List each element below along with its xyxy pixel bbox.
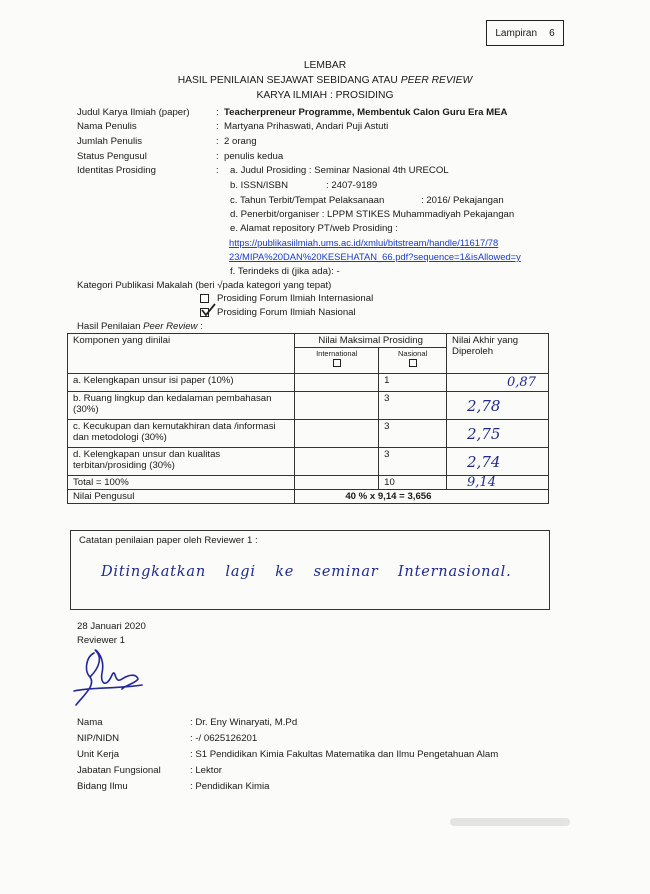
cell-total-label: Total = 100%	[68, 476, 295, 490]
lampiran-box	[486, 20, 564, 46]
table-header-komponen: Komponen yang dinilai	[68, 334, 295, 374]
catatan-label: Catatan penilaian paper oleh Reviewer 1 :	[79, 535, 258, 546]
signer-label: Jabatan Fungsional	[77, 765, 161, 776]
table-row-pengusul	[68, 490, 549, 504]
kategori-option-label: Prosiding Forum Ilmiah Nasional	[217, 307, 356, 318]
cell-komponen: a. Kelengkapan unsur isi paper (10%)	[68, 374, 295, 392]
table-row	[68, 374, 549, 392]
identitas-b-label: b. ISSN/ISBN	[230, 180, 289, 191]
checkmark-icon	[200, 303, 216, 317]
table-row-total	[68, 476, 549, 490]
cell-komponen: c. Kecukupan dan kemutakhiran data /informasi dan metodologi (30%)	[68, 420, 295, 448]
field-label-nama-penulis: Nama Penulis	[77, 121, 137, 132]
kategori-option-label: Prosiding Forum Ilmiah Internasional	[217, 293, 374, 304]
field-colon: :	[216, 121, 219, 132]
signer-value: : Lektor	[190, 765, 222, 776]
identitas-b-value: : 2407-9189	[326, 180, 378, 191]
cell-akhir: 2,78	[447, 392, 549, 420]
table-header-maks: Nilai Maksimal Prosiding	[295, 334, 447, 348]
lampiran-number: 6	[549, 27, 555, 39]
cell-internasional	[295, 392, 379, 420]
kategori-option-internasional[interactable]	[200, 293, 373, 304]
identitas-d: d. Penerbit/organiser : LPPM STIKES Muhammadiyah Pekajangan	[230, 209, 515, 220]
signer-label: NIP/NIDN	[77, 733, 120, 744]
checkbox-col-internasional[interactable]	[333, 359, 341, 367]
cell-akhir: 2,75	[447, 420, 549, 448]
identitas-c-value: : 2016/ Pekajangan	[421, 195, 504, 206]
cell-nasional: 3	[379, 392, 447, 420]
field-value-nama-penulis: Martyana Prihaswati, Andari Puji Astuti	[224, 121, 389, 132]
field-label-identitas: Identitas Prosiding	[77, 165, 156, 176]
field-label-jumlah-penulis: Jumlah Penulis	[77, 136, 143, 147]
field-label-status: Status Pengusul	[77, 151, 147, 162]
scan-smudge	[450, 818, 570, 826]
reviewer-label: Reviewer 1	[77, 635, 125, 646]
header-line3: KARYA ILMIAH : PROSIDING	[256, 90, 394, 101]
cell-akhir: 2,74	[447, 448, 549, 476]
field-colon: :	[216, 151, 219, 162]
header-line2-text: HASIL PENILAIAN SEJAWAT SEBIDANG ATAU	[177, 75, 401, 86]
cell-internasional	[295, 420, 379, 448]
repository-link-line1[interactable]: https://publikasiilmiah.ums.ac.id/xmlui/bitstream/handle/11617/78	[229, 237, 499, 248]
header-line1: LEMBAR	[303, 60, 347, 71]
table-header-akhir: Nilai Akhir yang Diperoleh	[447, 334, 549, 374]
signer-value: : -/ 0625126201	[190, 733, 258, 744]
cell-internasional	[295, 448, 379, 476]
header-line2-italic: PEER REVIEW	[400, 75, 473, 86]
field-label-judul: Judul Karya Ilmiah (paper)	[77, 107, 190, 118]
signer-value: : Dr. Eny Winaryati, M.Pd	[190, 717, 298, 728]
identitas-f: f. Terindeks di (jika ada): -	[230, 266, 340, 277]
cell-total-internasional	[295, 476, 379, 490]
hasil-label-text: Hasil Penilaian	[77, 321, 144, 332]
signature-image	[66, 645, 146, 713]
cell-akhir: 0,87	[447, 374, 549, 392]
cell-total-nasional: 10	[379, 476, 447, 490]
table-header-internasional	[295, 348, 379, 374]
field-colon: :	[216, 136, 219, 147]
hasil-label-italic: Peer Review	[143, 321, 198, 332]
cell-pengusul-value: 40 % x 9,14 = 3,656	[295, 490, 549, 504]
review-date: 28 Januari 2020	[77, 621, 146, 632]
col-label-nasional: Nasional	[397, 349, 428, 358]
identitas-a: a. Judul Prosiding : Seminar Nasional 4th URECOL	[230, 165, 449, 176]
signer-label: Unit Kerja	[77, 749, 120, 760]
kategori-title: Kategori Publikasi Makalah (beri √pada kategori yang tepat)	[77, 280, 332, 291]
col-label-internasional: International	[316, 349, 358, 358]
field-value-judul: Teacherpreneur Programme, Membentuk Calon Guru Era MEA	[224, 107, 508, 118]
table-row	[68, 420, 549, 448]
cell-komponen: b. Ruang lingkup dan kedalaman pembahasan (30%)	[68, 392, 295, 420]
nilai-table	[67, 333, 549, 504]
table-row	[68, 448, 549, 476]
identitas-e: e. Alamat repository PT/web Prosiding :	[230, 223, 398, 234]
signer-value: : S1 Pendidikan Kimia Fakultas Matematika dan Ilmu Pengetahuan Alam	[190, 749, 499, 760]
lampiran-label: Lampiran	[495, 27, 538, 39]
checkbox-col-nasional[interactable]	[409, 359, 417, 367]
signer-label: Nama	[77, 717, 103, 728]
field-value-jumlah-penulis: 2 orang	[224, 136, 257, 147]
cell-internasional	[295, 374, 379, 392]
kategori-option-nasional[interactable]	[200, 307, 356, 318]
table-header-nasional	[379, 348, 447, 374]
hasil-label	[77, 321, 203, 332]
cell-nasional: 3	[379, 448, 447, 476]
cell-komponen: d. Kelengkapan unsur dan kualitas terbitan/prosiding (30%)	[68, 448, 295, 476]
checkbox-nasional[interactable]	[200, 308, 209, 317]
table-row	[68, 392, 549, 420]
signer-value: : Pendidikan Kimia	[190, 781, 270, 792]
hasil-label-suffix: :	[197, 321, 203, 332]
cell-nasional: 1	[379, 374, 447, 392]
cell-nasional: 3	[379, 420, 447, 448]
field-colon: :	[216, 107, 219, 118]
cell-total-akhir: 9,14	[447, 476, 549, 490]
signer-label: Bidang Ilmu	[77, 781, 128, 792]
identitas-c-label: c. Tahun Terbit/Tempat Pelaksanaan	[230, 195, 385, 206]
header-line2	[0, 75, 650, 86]
field-value-status: penulis kedua	[224, 151, 284, 162]
field-colon: :	[216, 165, 219, 176]
catatan-box	[70, 530, 550, 610]
repository-link-line2[interactable]: 23/MIPA%20DAN%20KESEHATAN_66.pdf?sequence=1&isAllowed=y	[229, 251, 521, 262]
cell-pengusul-label: Nilai Pengusul	[68, 490, 295, 504]
checkbox-internasional[interactable]	[200, 294, 209, 303]
catatan-text: Ditingkatkan lagi ke seminar Internasional.	[101, 564, 512, 580]
